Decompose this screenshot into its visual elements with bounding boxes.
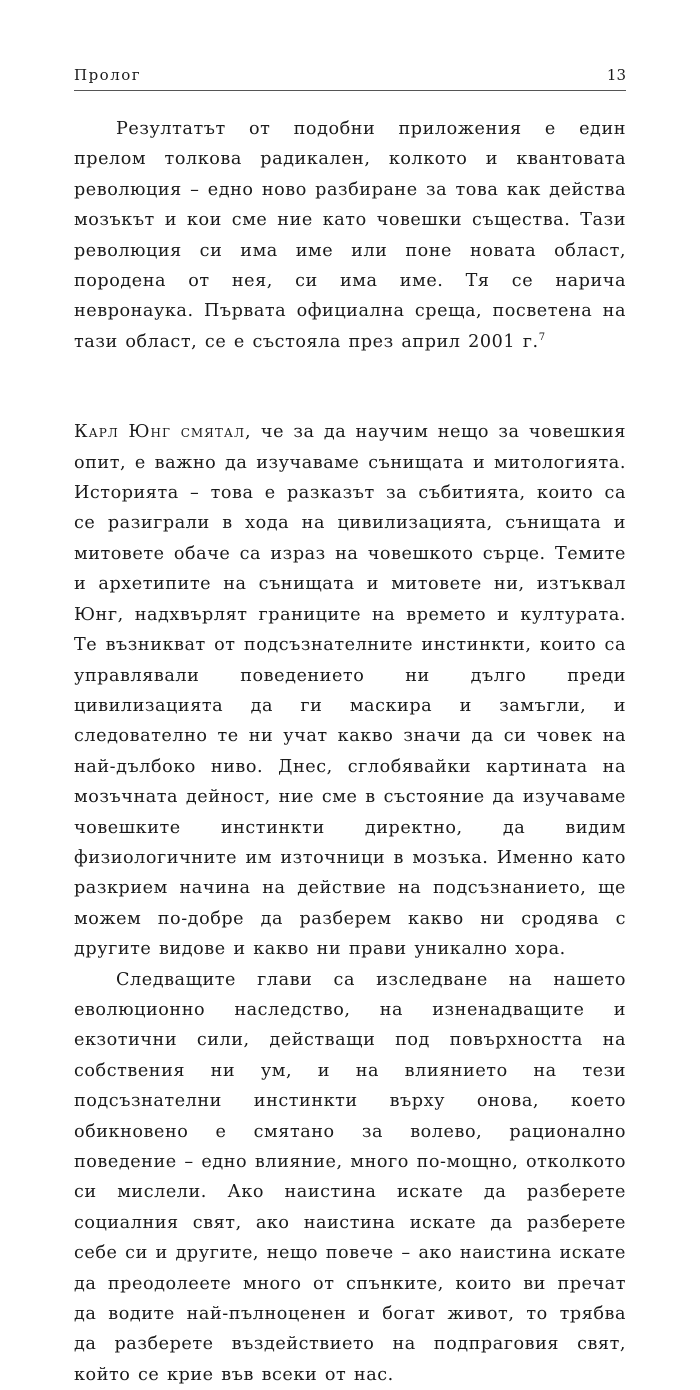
paragraph-1-text: Резултатът от подобни приложения е един прелом толкова радикален, колкото и квантовата революция – едно ново разбиране за това как действа мозъкът и кои сме ние като човешки същества. Тази революция си има име или поне новата област, породена от нея, си има име. Тя се нарича невронаука. Първата официална среща, посветена на тази област, се е състояла през април 2001 г. bbox=[74, 119, 626, 352]
paragraph-2 bbox=[74, 417, 626, 964]
running-header bbox=[74, 62, 626, 91]
paragraph-2-lead: Карл Юнг смятал, bbox=[74, 422, 252, 443]
page-number: 13 bbox=[606, 66, 626, 84]
section-title: Пролог bbox=[74, 66, 142, 84]
footnote-ref: 7 bbox=[538, 331, 546, 343]
paragraph-3 bbox=[74, 965, 626, 1390]
paragraph-1 bbox=[74, 114, 626, 357]
paragraph-3-text: Следващите глави са изследване на нашето еволюционно наследство, на изненадващите и екзотични сили, действащи под повърхността на собствения ни ум, и на влиянието на тези подсъзнателни инстинкти върху онова, което обикновено е смятано за волево, рационално поведение – едно влияние, много по-мощно, отколкото си мислели. Ако наистина искате да разберете социалния свят, ако наистина искате да разберете себе си и другите, нещо повече – ако наистина искате да преодолеете много от спънките, които ви пречат да водите най-пълноценен и богат живот, то трябва да разберете въздействието на подпраговия свят, който се крие във всеки от нас. bbox=[74, 969, 626, 1385]
paragraph-2-text: че за да научим нещо за човешкия опит, е важно да изучаваме сънищата и митологията. Историята – това е разказът за събитията, които са се разиграли в хода на цивилизацията, сънищата и митовете обаче са израз на човешкото сърце. Темите и архетипите на сънищата и митовете ни, изтъквал Юнг, надхвърлят границите на времето и културата. Те възникват от подсъзнателните инстинкти, които са управлявали поведението ни дълго преди цивилизацията да ги маскира и замъгли, и следователно те ни учат какво значи да си човек на най-дълбоко ниво. Днес, сглобявайки картината на мозъчната дейност, ние сме в състояние да изучаваме човешките инстинкти директно, да видим физиологичните им източници в мозъка. Именно като разкрием начина на действие на подсъзнанието, ще можем по-добре да разберем какво ни сродява с другите видове и какво ни прави уникално хора. bbox=[74, 422, 626, 960]
body-text bbox=[74, 114, 626, 1390]
